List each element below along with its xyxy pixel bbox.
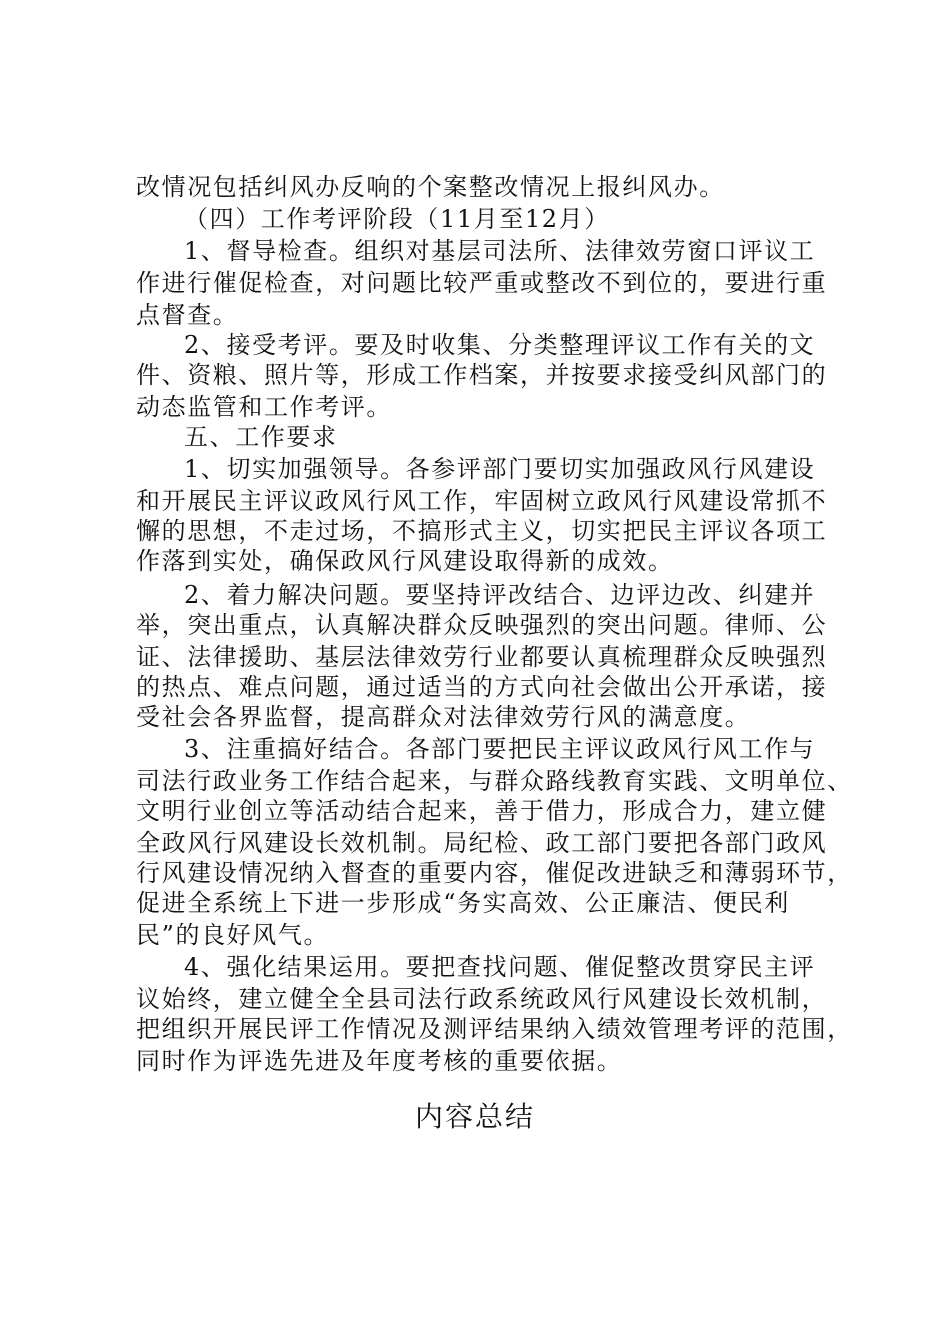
text-line: 作进行催促检查，对问题比较严重或整改不到位的，要进行重 [136, 269, 828, 297]
text-line: 司法行政业务工作结合起来，与群众路线教育实践、文明单位、 [136, 767, 853, 795]
text-line: 全政风行风建设长效机制。局纪检、政工部门要把各部门政风 [136, 829, 828, 857]
text-line: 民”的良好风气。 [136, 921, 330, 949]
text-line: 和开展民主评议政风行风工作，牢固树立政风行风建设常抓不 [136, 487, 828, 515]
text-line: 同时作为评选先进及年度考核的重要依据。 [136, 1047, 623, 1075]
text-line: 2、着力解决问题。要坚持评改结合、边评边改、纠建并 [184, 581, 816, 609]
text-line: 懈的思想，不走过场，不搞形式主义，切实把民主评议各项工 [136, 517, 828, 545]
text-line: 点督查。 [136, 301, 239, 329]
section-heading: 五、工作要求 [184, 423, 338, 451]
text-line: 证、法律援助、基层法律效劳行业都要认真梳理群众反映强烈 [136, 643, 828, 671]
text-line: 文明行业创立等活动结合起来，善于借力，形成合力，建立健 [136, 797, 828, 825]
text-line: 举，突出重点，认真解决群众反映强烈的突出问题。律师、公 [136, 611, 828, 639]
text-line: 把组织开展民评工作情况及测评结果纳入绩效管理考评的范围， [136, 1015, 853, 1043]
text-line: 受社会各界监督，提高群众对法律效劳行风的满意度。 [136, 703, 751, 731]
text-line: 件、资粮、照片等，形成工作档案，并按要求接受纠风部门的 [136, 361, 828, 389]
text-line: 2、接受考评。要及时收集、分类整理评议工作有关的文 [184, 331, 816, 359]
text-line: 的热点、难点问题，通过适当的方式向社会做出公开承诺，接 [136, 673, 828, 701]
text-line: 行风建设情况纳入督查的重要内容，催促改进缺乏和薄弱环节， [136, 859, 853, 887]
text-line: 动态监管和工作考评。 [136, 393, 392, 421]
summary-heading: 内容总结 [414, 1100, 535, 1133]
text-line: 议始终，建立健全全县司法行政系统政风行风建设长效机制， [136, 985, 828, 1013]
text-line: 3、注重搞好结合。各部门要把民主评议政风行风工作与 [184, 735, 816, 763]
text-line: 1、切实加强领导。各参评部门要切实加强政风行风建设 [184, 455, 816, 483]
section-heading: （四）工作考评阶段（11月至12月） [184, 205, 610, 233]
text-line: 作落到实处，确保政风行风建设取得新的成效。 [136, 547, 674, 575]
text-line: 4、强化结果运用。要把查找问题、催促整改贯穿民主评 [184, 953, 816, 981]
text-line: 1、督导检查。组织对基层司法所、法律效劳窗口评议工 [184, 237, 816, 265]
text-line: 促进全系统上下进一步形成“务实高效、公正廉洁、便民利 [136, 889, 790, 917]
text-line: 改情况包括纠风办反响的个案整改情况上报纠风办。 [136, 173, 725, 201]
